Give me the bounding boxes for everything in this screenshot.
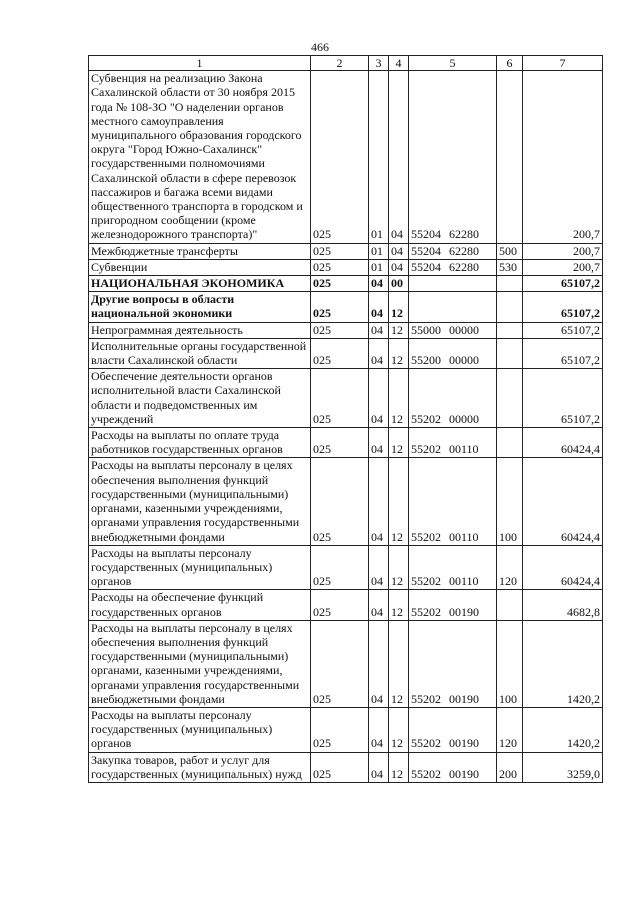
row-ved: 025 [311, 369, 369, 428]
row-name: Расходы на выплаты персоналу в целях обеспечения выполнения функций государственными (муниципальными) органами, казенными учреждениями, органами управления государственными внебюджетными фондами [89, 458, 311, 545]
row-target-article-program: 55202 [411, 411, 441, 426]
row-target-article-program: 55202 [411, 604, 441, 619]
row-expense-type [497, 71, 523, 243]
row-subsection: 12 [389, 458, 409, 545]
row-target-article [409, 322, 497, 338]
row-section: 01 [369, 71, 389, 243]
table-row [89, 259, 603, 275]
row-sum: 65107,2 [523, 322, 603, 338]
row-target-article-program: 55202 [411, 691, 441, 706]
row-sum: 200,7 [523, 259, 603, 275]
row-target-article-direction: 62280 [449, 259, 479, 274]
row-expense-type [497, 369, 523, 428]
row-ved: 025 [311, 71, 369, 243]
row-target-article-direction: 62280 [449, 227, 479, 242]
row-target-article-direction: 62280 [449, 243, 479, 258]
row-expense-type: 100 [497, 458, 523, 545]
row-sum: 200,7 [523, 243, 603, 259]
row-name: Субвенции [89, 259, 311, 275]
row-expense-type: 530 [497, 259, 523, 275]
row-section: 04 [369, 322, 389, 338]
row-ved: 025 [311, 458, 369, 545]
row-sum: 1420,2 [523, 707, 603, 752]
row-target-article [409, 338, 497, 368]
row-name: Расходы на выплаты персоналу государственных (муниципальных) органов [89, 545, 311, 590]
table-row [89, 276, 603, 292]
row-name: Расходы на обеспечение функций государственных органов [89, 590, 311, 620]
budget-table [88, 55, 603, 783]
header-col-6: 6 [497, 56, 523, 71]
header-col-7: 7 [523, 56, 603, 71]
row-target-article-direction: 00000 [449, 322, 479, 337]
row-ved: 025 [311, 292, 369, 322]
row-subsection: 12 [389, 620, 409, 707]
row-name: Другие вопросы в области национальной экономики [89, 292, 311, 322]
row-sum: 65107,2 [523, 369, 603, 428]
table-row [89, 292, 603, 322]
row-section: 04 [369, 707, 389, 752]
table-row [89, 707, 603, 752]
row-expense-type: 200 [497, 752, 523, 782]
row-sum: 65107,2 [523, 276, 603, 292]
row-subsection: 12 [389, 707, 409, 752]
row-target-article-direction: 00110 [449, 529, 479, 544]
row-subsection: 12 [389, 590, 409, 620]
row-sum: 3259,0 [523, 752, 603, 782]
row-expense-type: 500 [497, 243, 523, 259]
row-target-article-direction: 00000 [449, 353, 479, 368]
row-target-article-direction: 00110 [449, 574, 479, 589]
header-col-4: 4 [389, 56, 409, 71]
row-expense-type [497, 338, 523, 368]
row-target-article [409, 545, 497, 590]
row-target-article-program: 55204 [411, 227, 441, 242]
row-section: 01 [369, 243, 389, 259]
row-target-article-direction: 00110 [449, 442, 479, 457]
table-row [89, 590, 603, 620]
row-sum: 1420,2 [523, 620, 603, 707]
row-target-article-program: 55202 [411, 736, 441, 751]
row-target-article [409, 458, 497, 545]
row-expense-type [497, 322, 523, 338]
row-sum: 4682,8 [523, 590, 603, 620]
row-target-article-program: 55202 [411, 766, 441, 781]
row-expense-type: 120 [497, 545, 523, 590]
row-target-article [409, 620, 497, 707]
row-expense-type [497, 276, 523, 292]
row-section: 04 [369, 338, 389, 368]
row-name: Расходы на выплаты персоналу в целях обеспечения выполнения функций государственными (муниципальными) органами, казенными учреждениями, органами управления государственными внебюджетными фондами [89, 620, 311, 707]
table-row [89, 338, 603, 368]
row-subsection: 12 [389, 369, 409, 428]
row-sum: 60424,4 [523, 458, 603, 545]
table-row [89, 458, 603, 545]
row-section: 01 [369, 259, 389, 275]
row-target-article [409, 369, 497, 428]
row-section: 04 [369, 620, 389, 707]
table-row [89, 243, 603, 259]
row-sum: 200,7 [523, 71, 603, 243]
row-section: 04 [369, 276, 389, 292]
row-target-article-direction: 00000 [449, 411, 479, 426]
row-subsection: 00 [389, 276, 409, 292]
row-target-article [409, 752, 497, 782]
row-target-article [409, 707, 497, 752]
row-subsection: 12 [389, 338, 409, 368]
row-subsection: 04 [389, 71, 409, 243]
row-ved: 025 [311, 338, 369, 368]
row-subsection: 04 [389, 259, 409, 275]
row-target-article-program: 55202 [411, 442, 441, 457]
row-section: 04 [369, 752, 389, 782]
row-expense-type [497, 590, 523, 620]
row-target-article-program: 55202 [411, 529, 441, 544]
row-target-article [409, 276, 497, 292]
row-target-article-direction: 00190 [449, 604, 479, 619]
row-target-article-program: 55204 [411, 259, 441, 274]
row-subsection: 12 [389, 322, 409, 338]
row-ved: 025 [311, 545, 369, 590]
row-section: 04 [369, 590, 389, 620]
row-ved: 025 [311, 322, 369, 338]
row-section: 04 [369, 369, 389, 428]
row-ved: 025 [311, 620, 369, 707]
row-sum: 65107,2 [523, 338, 603, 368]
row-name: НАЦИОНАЛЬНАЯ ЭКОНОМИКА [89, 276, 311, 292]
row-section: 04 [369, 428, 389, 458]
row-name: Расходы на выплаты персоналу государственных (муниципальных) органов [89, 707, 311, 752]
header-col-1: 1 [89, 56, 311, 71]
page-number: 466 [311, 40, 329, 54]
row-subsection: 12 [389, 428, 409, 458]
row-sum: 65107,2 [523, 292, 603, 322]
row-sum: 60424,4 [523, 545, 603, 590]
row-target-article-direction: 00190 [449, 691, 479, 706]
row-ved: 025 [311, 259, 369, 275]
row-expense-type [497, 292, 523, 322]
row-target-article [409, 243, 497, 259]
row-ved: 025 [311, 752, 369, 782]
row-ved: 025 [311, 590, 369, 620]
row-target-article-program: 55204 [411, 243, 441, 258]
row-name: Межбюджетные трансферты [89, 243, 311, 259]
header-col-2: 2 [311, 56, 369, 71]
row-target-article [409, 292, 497, 322]
row-target-article [409, 71, 497, 243]
row-target-article [409, 590, 497, 620]
row-target-article-direction: 00190 [449, 766, 479, 781]
row-target-article-program: 55202 [411, 574, 441, 589]
row-ved: 025 [311, 276, 369, 292]
row-name: Обеспечение деятельности органов исполнительной власти Сахалинской области и подведомственных им учреждений [89, 369, 311, 428]
row-ved: 025 [311, 428, 369, 458]
row-subsection: 12 [389, 292, 409, 322]
table-row [89, 752, 603, 782]
row-name: Расходы на выплаты по оплате труда работников государственных органов [89, 428, 311, 458]
row-target-article [409, 259, 497, 275]
row-target-article-program: 55200 [411, 353, 441, 368]
row-target-article [409, 428, 497, 458]
row-target-article-program: 55000 [411, 322, 441, 337]
table-row [89, 545, 603, 590]
table-row [89, 428, 603, 458]
table-row [89, 620, 603, 707]
row-sum: 60424,4 [523, 428, 603, 458]
row-subsection: 12 [389, 545, 409, 590]
row-subsection: 12 [389, 752, 409, 782]
header-col-3: 3 [369, 56, 389, 71]
row-target-article-direction: 00190 [449, 736, 479, 751]
row-subsection: 04 [389, 243, 409, 259]
row-name: Исполнительные органы государственной власти Сахалинской области [89, 338, 311, 368]
row-expense-type: 120 [497, 707, 523, 752]
table-row [89, 71, 603, 243]
row-ved: 025 [311, 243, 369, 259]
row-name: Субвенция на реализацию Закона Сахалинской области от 30 ноября 2015 года № 108-ЗО "О наделении органов местного самоуправления муниципального образования городского округа "Город Южно-Сахалинск" государственными полномочиями Сахалинской области в сфере перевозок пассажиров и багажа всеми видами общественного транспорта в городском и пригородном сообщении (кроме железнодорожного транспорта)" [89, 71, 311, 243]
row-section: 04 [369, 458, 389, 545]
row-section: 04 [369, 545, 389, 590]
row-ved: 025 [311, 707, 369, 752]
row-name: Закупка товаров, работ и услуг для государственных (муниципальных) нужд [89, 752, 311, 782]
row-expense-type: 100 [497, 620, 523, 707]
table-row [89, 322, 603, 338]
row-name: Непрограммная деятельность [89, 322, 311, 338]
header-col-5: 5 [409, 56, 497, 71]
table-row [89, 369, 603, 428]
row-section: 04 [369, 292, 389, 322]
table-header-row [89, 56, 603, 71]
row-expense-type [497, 428, 523, 458]
